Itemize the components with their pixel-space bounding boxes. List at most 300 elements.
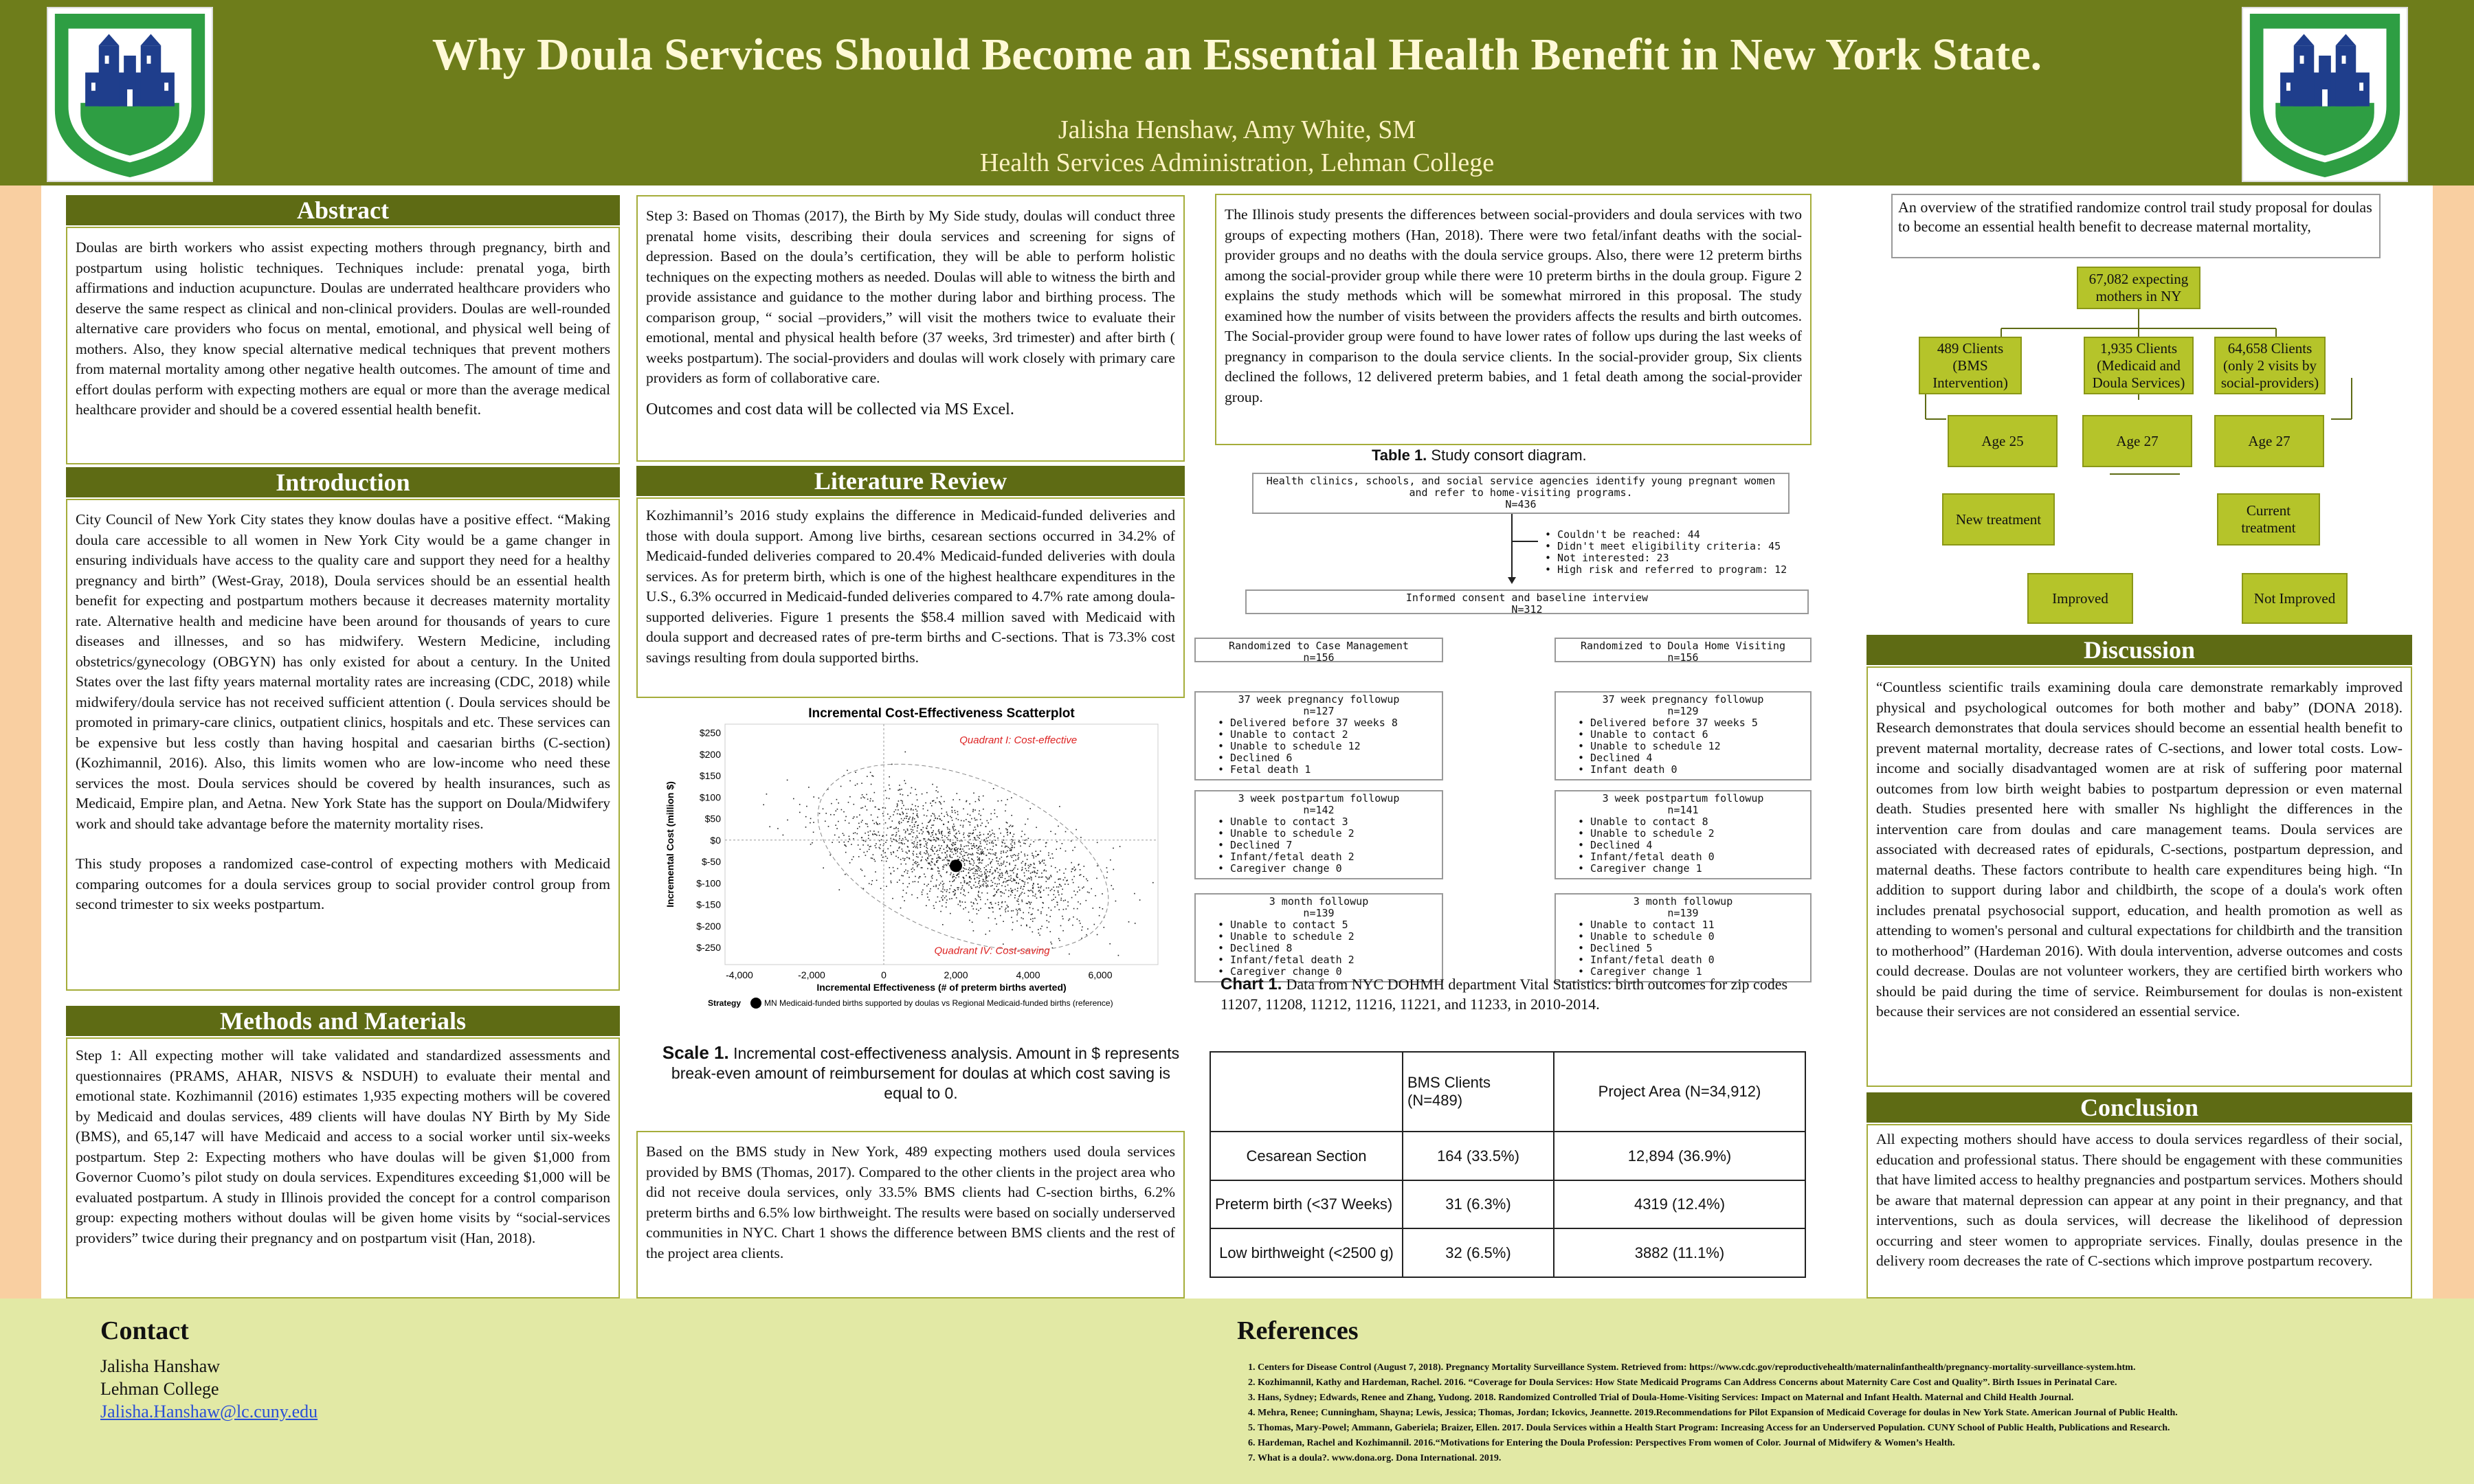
scatter-point xyxy=(944,890,946,891)
scatter-point xyxy=(1051,900,1053,901)
scatter-point xyxy=(882,807,884,809)
scatter-point xyxy=(941,876,942,877)
scatter-point xyxy=(805,827,807,828)
scatter-point xyxy=(917,866,918,868)
scatter-point xyxy=(1050,857,1051,859)
scatter-point xyxy=(909,877,910,878)
scatter-point xyxy=(932,850,933,851)
scatter-point xyxy=(916,854,917,855)
flow-group-medicaid: 1,935 Clients (Medicaid and Doula Services) xyxy=(2084,337,2194,394)
scatter-point xyxy=(1036,851,1037,852)
followup-line: • Infant/fetal death 2 xyxy=(1218,954,1355,966)
contact-email-link[interactable]: Jalisha.Hanshaw@lc.cuny.edu xyxy=(100,1402,318,1421)
scatter-point xyxy=(1010,833,1011,834)
scatter-point xyxy=(873,854,874,855)
scatter-point xyxy=(955,847,957,848)
scatter-point xyxy=(971,848,972,849)
scatter-point xyxy=(787,820,788,821)
scatter-point xyxy=(1063,900,1065,901)
scatter-point xyxy=(889,776,890,778)
scatter-point xyxy=(942,884,944,886)
scatter-point xyxy=(1036,873,1038,875)
scatter-point xyxy=(1029,808,1031,809)
scatter-point xyxy=(1045,842,1047,844)
scatter-point xyxy=(983,809,984,810)
scatter-point xyxy=(1073,917,1074,918)
scatter-point xyxy=(1033,883,1034,884)
scatter-point xyxy=(939,801,940,802)
scatter-point xyxy=(974,827,976,828)
reference-item: 2. Kozhimannil, Kathy and Hardeman, Rachel. 2016. “Coverage for Doula Services: How State Medicaid Programs Can Address Concerns about Maternity Care Cost and Quality”. Birth Issues in Perinatal Care. xyxy=(1258,1375,2440,1391)
scatter-point xyxy=(895,856,897,857)
scatter-point xyxy=(891,873,892,875)
scatter-point xyxy=(917,842,918,843)
scatter-point xyxy=(1029,878,1031,879)
illinois-text: The Illinois study presents the differences between social-providers and doula services with two groups of expecting mothers (Han, 2018). There were two fetal/infant deaths with the social-provider groups and no deaths with the doula service groups. Also, there were 12 preterm births among the social-provider group while there were 10 preterm births in the doula group. Figure 2 explains the study methods which will be somewhat mirrored in this proposal. The study examined how the number of visits between the providers affects the results and birth outcomes. The Social-provider group were found to have lower rates of follow ups during the last weeks of pregnancy in comparison to the doula service clients. In the social-provider group, Six clients declined the follows, 12 delivered preterm babies, and 1 fetal death among the social-provider group. xyxy=(1225,206,1802,405)
scatter-point xyxy=(1050,831,1051,832)
scatter-point xyxy=(906,853,908,854)
scatter-point xyxy=(1034,841,1035,842)
scatter-point xyxy=(949,899,950,900)
scatter-point xyxy=(870,831,871,832)
scatter-point xyxy=(953,880,955,881)
scatter-point xyxy=(1012,857,1013,858)
scatter-point xyxy=(865,833,866,834)
scatter-point xyxy=(950,885,952,886)
scatter-point xyxy=(895,835,897,837)
followup-line: • Unable to schedule 2 xyxy=(1218,827,1355,840)
scatter-point xyxy=(1119,846,1121,847)
scatter-point xyxy=(1033,857,1034,859)
scatter-point xyxy=(1010,850,1011,851)
scatter-point xyxy=(1058,895,1060,896)
scatter-point xyxy=(1032,885,1034,886)
consort-top-text: Health clinics, schools, and social service agencies identify young pregnant women and refer to home-visiting programs. xyxy=(1266,475,1776,499)
scatter-point xyxy=(838,837,840,838)
scatter-point xyxy=(946,899,948,901)
scatter-point xyxy=(977,853,979,854)
scatter-point xyxy=(979,854,981,855)
followup-line: • Unable to contact 2 xyxy=(1218,728,1348,741)
table-cell: Cesarean Section xyxy=(1210,1132,1403,1180)
scatter-point xyxy=(1050,942,1051,943)
scatter-point xyxy=(969,835,970,837)
scatter-point xyxy=(1010,888,1012,890)
scatter-point xyxy=(1055,882,1056,884)
scatter-point xyxy=(1017,910,1018,912)
scatter-point xyxy=(1048,853,1049,854)
scatter-point xyxy=(968,882,969,884)
scatter-point xyxy=(867,826,869,827)
scatter-point xyxy=(939,850,941,851)
scatter-point xyxy=(871,884,872,886)
chart1-caption xyxy=(1221,974,1812,1014)
scatter-point xyxy=(900,789,901,791)
scatter-point xyxy=(1081,930,1082,931)
scatter-point xyxy=(872,800,873,802)
scatter-point xyxy=(979,813,980,815)
consort-right-followup-2 xyxy=(1554,790,1812,879)
scatter-point xyxy=(1014,889,1016,890)
scatter-point xyxy=(920,876,921,877)
scatter-point xyxy=(965,901,966,903)
scatter-point xyxy=(903,813,904,814)
scatter-point xyxy=(941,813,942,814)
scatter-point xyxy=(1069,919,1071,920)
scatter-point xyxy=(1040,897,1041,898)
scatter-point xyxy=(994,918,996,919)
excluded-2: • Didn't meet eligibility criteria: 45 xyxy=(1545,540,1781,552)
scatter-point xyxy=(1031,902,1032,903)
scatter-point xyxy=(944,801,945,802)
scatter-point xyxy=(1011,797,1012,798)
scatter-point xyxy=(1013,880,1014,881)
scatter-point xyxy=(1016,901,1018,902)
scatter-point xyxy=(985,869,987,870)
scatter-point xyxy=(865,841,867,842)
scatter-point xyxy=(898,789,899,791)
scatter-point xyxy=(942,866,944,868)
scatter-point xyxy=(940,803,941,805)
scatter-point xyxy=(787,780,788,781)
scatter-point xyxy=(1072,925,1073,926)
scatter-point xyxy=(1047,877,1048,879)
scatter-point xyxy=(992,853,994,855)
scatter-point xyxy=(873,859,875,860)
scatter-point xyxy=(971,858,972,859)
scatter-point xyxy=(917,847,918,848)
scatter-point xyxy=(1049,921,1050,923)
scatter-point xyxy=(853,838,854,840)
scatter-point xyxy=(1042,907,1043,908)
scatter-point xyxy=(913,864,914,866)
scatter-point xyxy=(1059,870,1060,871)
scatter-point xyxy=(954,889,955,890)
scatter-point xyxy=(893,870,895,872)
scatter-point xyxy=(930,836,932,837)
scatter-point xyxy=(1015,859,1016,861)
scatter-point xyxy=(1033,855,1034,857)
scatter-point xyxy=(969,877,970,879)
scatter-point xyxy=(949,888,950,890)
scatter-point xyxy=(871,784,872,785)
scatter-point xyxy=(1063,909,1065,910)
scatter-point xyxy=(884,852,886,853)
scatter-point xyxy=(928,833,930,835)
scatter-point xyxy=(955,844,957,845)
scatter-point xyxy=(970,833,971,834)
literature-text: Kozhimannil’s 2016 study explains the difference in Medicaid-funded deliveries and those with doula support. Among live births, cesarean sections occurred in 34.2% of Medicaid-funded deliveries compared to 20.4% Medicaid-funded deliveries with doula services. As for preterm birth, which is one of the highest healthcare expenditures in the U.S., 6.3% occurred in Medicaid-funded deliveries compared to 4.7% rate among doula-supported deliveries. Figure 1 presents the $58.4 million saved with Medicaid with doula support and decreased rates of pre-term births and C-sections. That is 73.3% cost savings resulting from doula supported births. xyxy=(646,507,1175,666)
scatter-point xyxy=(1093,908,1094,909)
scatter-point xyxy=(930,855,932,856)
scatter-point xyxy=(840,786,842,787)
scatter-point xyxy=(963,851,965,852)
consort-left-randomized xyxy=(1194,638,1443,662)
scatter-point xyxy=(920,853,921,854)
scatter-point xyxy=(997,890,999,891)
scatter-point xyxy=(1060,886,1062,887)
followup-title: 3 week postpartum followup xyxy=(1602,792,1764,805)
scatter-point xyxy=(941,845,942,846)
scatter-point xyxy=(974,868,975,869)
scatter-point xyxy=(902,802,903,804)
scatter-point xyxy=(942,840,944,841)
scatter-point xyxy=(995,870,996,871)
scatter-point xyxy=(887,828,889,829)
scatter-point xyxy=(793,798,794,800)
scatter-point xyxy=(1001,906,1003,908)
scatter-point xyxy=(992,908,994,909)
scatter-point xyxy=(996,860,998,862)
scatter-point xyxy=(947,851,948,852)
scatter-point xyxy=(1024,875,1025,877)
scatter-point xyxy=(955,893,956,895)
scatter-point xyxy=(920,851,922,853)
scatter-point xyxy=(946,813,948,815)
scatter-point xyxy=(973,902,974,903)
scatter-point xyxy=(974,809,976,811)
scatter-point xyxy=(1008,876,1010,877)
scatter-point xyxy=(961,851,962,853)
scatter-point xyxy=(985,883,987,884)
scatter-point xyxy=(934,853,935,855)
scatter-point xyxy=(978,895,979,896)
scatter-point xyxy=(939,873,940,875)
scatter-point xyxy=(1026,870,1027,871)
scatter-point xyxy=(1063,873,1065,874)
scatter-point xyxy=(870,846,871,847)
scatter-point xyxy=(987,884,988,886)
scatter-point xyxy=(968,845,969,846)
scatter-point xyxy=(970,843,972,844)
scatter-point xyxy=(985,873,987,875)
scatter-point xyxy=(854,816,855,818)
scatter-point xyxy=(1087,928,1089,930)
scatter-point xyxy=(939,857,940,859)
scatter-point xyxy=(937,860,938,862)
scatter-point xyxy=(964,855,966,856)
scatter-point xyxy=(915,881,916,882)
scatter-point xyxy=(855,832,856,833)
scatter-point xyxy=(944,859,945,861)
scatter-point xyxy=(1014,879,1016,881)
scatter-point xyxy=(1024,884,1025,885)
scatter-point xyxy=(926,847,927,848)
scatter-point xyxy=(911,809,912,811)
scatter-point xyxy=(915,805,916,807)
scatter-point xyxy=(932,832,933,833)
scatter-point xyxy=(1046,870,1047,872)
scatter-point xyxy=(1028,901,1029,903)
scatter-point xyxy=(980,815,981,816)
scatter-point xyxy=(965,852,966,853)
scatter-point xyxy=(976,909,977,910)
scatter-point xyxy=(936,862,937,863)
scatter-point xyxy=(968,835,969,836)
scatter-point xyxy=(894,811,895,813)
scatter-point xyxy=(924,884,925,885)
followup-title: 3 month followup xyxy=(1633,895,1733,908)
scatter-point xyxy=(1007,835,1008,836)
scatter-point xyxy=(1025,865,1026,866)
x-tick-label: 4,000 xyxy=(1016,969,1040,980)
consort-consent-n: N=312 xyxy=(1511,603,1543,616)
scatter-point xyxy=(981,851,982,853)
scatter-point xyxy=(944,866,945,868)
scatter-point xyxy=(999,875,1001,876)
scatter-point xyxy=(917,857,919,858)
scatter-point xyxy=(972,833,973,835)
scatter-point xyxy=(845,852,847,853)
scatter-point xyxy=(958,887,959,888)
scatter-point xyxy=(901,789,902,790)
scatter-point xyxy=(819,813,821,814)
scatter-point xyxy=(931,847,933,848)
scatter-point xyxy=(900,842,902,844)
scatter-point xyxy=(966,819,967,820)
scatter-point xyxy=(1006,846,1007,847)
scatter-point xyxy=(961,882,962,884)
scatter-point xyxy=(927,848,928,849)
scatter-point xyxy=(872,858,873,859)
scatter-point xyxy=(1026,903,1027,904)
scatter-point xyxy=(907,873,909,874)
scatter-point xyxy=(901,864,902,865)
scatter-point xyxy=(990,834,992,835)
scatter-point xyxy=(913,853,914,855)
scatter-point xyxy=(1014,834,1015,835)
scatter-point xyxy=(836,828,838,829)
scatter-point xyxy=(1002,873,1003,875)
scatter-point xyxy=(876,834,877,835)
scatter-point xyxy=(899,813,900,815)
scatter-point xyxy=(1021,862,1023,864)
scatter-point xyxy=(994,836,996,837)
scatter-point xyxy=(1062,843,1063,844)
scatter-point xyxy=(1030,844,1032,845)
scatter-point xyxy=(1017,855,1018,857)
scatter-point xyxy=(968,842,969,843)
scatter-point xyxy=(922,890,924,891)
scatter-point xyxy=(979,862,981,864)
scatter-point xyxy=(904,859,905,861)
scatter-point xyxy=(799,812,801,813)
abstract-box xyxy=(66,227,620,464)
scatter-point xyxy=(1094,924,1095,925)
scatter-point xyxy=(972,906,973,907)
scatter-point xyxy=(977,873,978,875)
scatter-point xyxy=(960,892,961,894)
x-tick-label: 2,000 xyxy=(944,969,968,980)
scatter-point xyxy=(902,848,903,850)
scatter-point xyxy=(864,798,865,799)
scatter-point xyxy=(901,875,902,877)
scatter-point xyxy=(862,796,864,798)
scatter-point xyxy=(978,846,979,848)
table-header-project: Project Area (N=34,912) xyxy=(1554,1052,1805,1132)
scatter-point xyxy=(917,862,919,864)
scatter-point xyxy=(977,826,979,827)
scatter-point xyxy=(939,833,940,834)
scatter-point xyxy=(1078,901,1079,903)
scatter-point xyxy=(970,878,972,879)
scatter-point xyxy=(1040,897,1042,898)
scatter-point xyxy=(943,886,944,888)
scatter-point xyxy=(933,837,935,838)
scatter-point xyxy=(965,895,966,897)
scatter-point xyxy=(1012,840,1014,841)
scatter-point xyxy=(991,861,992,862)
scatter-point xyxy=(955,890,957,892)
scatter-point xyxy=(959,799,961,800)
scatter-point xyxy=(967,860,968,862)
scatter-point xyxy=(991,813,992,815)
scatter-point xyxy=(1010,870,1011,871)
scatter-point xyxy=(999,858,1001,859)
scatter-point xyxy=(1015,855,1016,857)
scatter-point xyxy=(942,895,944,897)
scatter-point xyxy=(961,860,963,862)
scatter-point xyxy=(1007,829,1008,831)
scatter-point xyxy=(973,903,974,905)
scatter-point xyxy=(950,833,951,834)
scatter-point xyxy=(1009,863,1010,864)
introduction-paragraph-2: This study proposes a randomized case-control of expecting mothers with Medicaid comparing outcomes for a doula services group to social provider control group from second trimester to six weeks postpartum. xyxy=(76,855,610,912)
scatter-point xyxy=(985,826,987,827)
scatter-point xyxy=(1052,857,1054,859)
scatter-point xyxy=(970,822,971,823)
scatter-point xyxy=(1043,903,1044,904)
scatter-point xyxy=(1049,877,1050,878)
scatter-point xyxy=(974,873,976,875)
scatter-point xyxy=(941,906,943,907)
scatter-point xyxy=(932,878,933,879)
scatter-point xyxy=(957,856,959,857)
y-tick-label: $150 xyxy=(699,770,721,781)
scatter-point xyxy=(986,844,988,845)
scatter-point xyxy=(1057,904,1058,906)
scatter-point xyxy=(1002,901,1003,903)
scatter-point xyxy=(969,876,970,877)
table-header-bms: BMS Clients (N=489) xyxy=(1403,1052,1554,1132)
scatter-point xyxy=(1096,878,1097,879)
scatter-point xyxy=(959,857,961,858)
scatter-point xyxy=(972,832,974,833)
scatter-point xyxy=(907,829,909,830)
scatter-point xyxy=(1074,847,1076,848)
poster-header xyxy=(0,0,2474,186)
scatter-point xyxy=(1029,866,1031,867)
scatter-point xyxy=(958,831,959,832)
y-tick-label: $50 xyxy=(704,813,721,824)
scatter-point xyxy=(1111,885,1113,886)
scatter-point xyxy=(1014,847,1015,848)
scatter-point xyxy=(879,835,880,836)
scatter-point xyxy=(1053,899,1054,900)
scatter-point xyxy=(973,845,974,846)
scatter-point xyxy=(1005,911,1007,912)
scatter-point xyxy=(877,817,878,818)
scatter-point xyxy=(893,839,894,840)
scatter-point xyxy=(993,788,994,789)
scatter-point xyxy=(1091,888,1092,890)
scatter-point xyxy=(1107,872,1108,873)
scatter-point xyxy=(1011,847,1012,848)
table-cell: 12,894 (36.9%) xyxy=(1554,1132,1805,1180)
scatter-point xyxy=(941,832,942,833)
flow-outcome-not-improved: Not Improved xyxy=(2242,573,2348,624)
scatter-point xyxy=(965,907,966,908)
